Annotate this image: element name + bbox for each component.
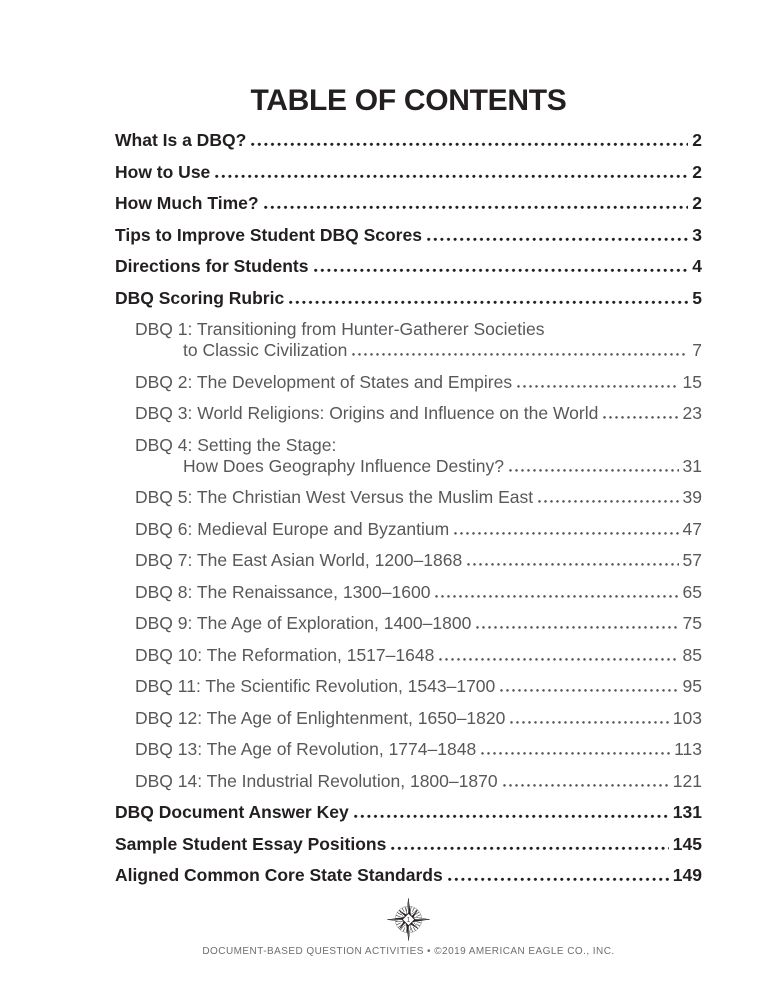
toc-entry bbox=[115, 582, 702, 603]
toc-entry bbox=[115, 802, 702, 823]
toc-page-number: 2 bbox=[692, 193, 702, 213]
toc-entry-line bbox=[135, 645, 702, 666]
toc-entry bbox=[115, 645, 702, 666]
toc-entry-line bbox=[115, 865, 702, 886]
toc-entry-label: DBQ 9: The Age of Exploration, 1400–1800 bbox=[135, 613, 472, 633]
toc-entry-line bbox=[115, 162, 702, 183]
toc-page-number: 57 bbox=[682, 550, 702, 570]
toc-page-number: 47 bbox=[682, 518, 702, 539]
toc-entry-label: Sample Student Essay Positions bbox=[115, 833, 387, 854]
toc-entry bbox=[115, 613, 702, 634]
toc-entry-label: DBQ 5: The Christian West Versus the Muslim East bbox=[135, 487, 534, 507]
page-title: TABLE OF CONTENTS bbox=[250, 84, 567, 117]
toc-entry bbox=[115, 256, 702, 277]
toc-entry-line bbox=[115, 256, 702, 277]
dot-leader bbox=[314, 268, 689, 272]
toc-entry bbox=[115, 225, 702, 246]
dot-leader bbox=[538, 499, 678, 503]
toc-page-number: 113 bbox=[674, 739, 702, 759]
toc-page-number: 131 bbox=[672, 802, 702, 822]
toc-entry-label: Tips to Improve Student DBQ Scores bbox=[115, 224, 422, 245]
toc-entry-line bbox=[115, 288, 702, 309]
toc-entry-label: DBQ Scoring Rubric bbox=[115, 287, 285, 308]
toc-entry-label: How Does Geography Influence Destiny? bbox=[183, 455, 505, 476]
toc-entry-label-line1: DBQ 4: Setting the Stage: bbox=[135, 434, 337, 455]
dot-leader bbox=[439, 657, 678, 661]
page-footer bbox=[115, 897, 702, 958]
toc-entry-line bbox=[135, 340, 702, 361]
toc-entry bbox=[115, 487, 702, 508]
dot-leader bbox=[476, 625, 678, 629]
dot-leader bbox=[427, 237, 688, 241]
page-number: 1 bbox=[406, 916, 411, 924]
compass-rose-icon bbox=[386, 897, 431, 942]
toc-entry-label: DBQ 8: The Renaissance, 1300–1600 bbox=[135, 581, 431, 602]
toc-entry-label: DBQ 12: The Age of Enlightenment, 1650–1820 bbox=[135, 707, 506, 728]
toc-entry-label: DBQ 3: World Religions: Origins and Influence on the World bbox=[135, 403, 599, 423]
dot-leader bbox=[215, 174, 688, 178]
toc-entry bbox=[115, 372, 702, 393]
dot-leader bbox=[517, 384, 678, 388]
toc-entry-label: Aligned Common Core State Standards bbox=[115, 865, 443, 885]
toc-entry-label-line1: DBQ 1: Transitioning from Hunter-Gatherer Societies bbox=[135, 319, 545, 339]
toc-entry-line bbox=[115, 834, 702, 855]
toc-entry-label: DBQ 14: The Industrial Revolution, 1800–1870 bbox=[135, 770, 498, 791]
toc-page-number: 2 bbox=[692, 130, 702, 150]
toc-entry-label: DBQ Document Answer Key bbox=[115, 802, 349, 822]
toc-entry-line bbox=[135, 519, 702, 540]
toc-entry bbox=[115, 739, 702, 760]
toc-page-number: 149 bbox=[672, 865, 702, 885]
toc-entry bbox=[115, 865, 702, 886]
toc-entry-line bbox=[135, 739, 702, 760]
toc-entry bbox=[115, 550, 702, 571]
toc-entry-label: DBQ 6: Medieval Europe and Byzantium bbox=[135, 518, 450, 539]
toc-entry-line bbox=[115, 130, 702, 151]
toc-entry-line bbox=[135, 487, 702, 508]
toc-page-number: 7 bbox=[692, 340, 702, 360]
toc-page-number: 4 bbox=[692, 256, 702, 276]
toc-entry bbox=[115, 288, 702, 309]
toc-page-number: 39 bbox=[682, 487, 702, 507]
toc-page-number: 103 bbox=[672, 707, 702, 728]
toc-entry-line bbox=[135, 403, 702, 424]
dot-leader bbox=[448, 877, 669, 881]
toc-entry-label: What Is a DBQ? bbox=[115, 130, 247, 150]
toc-entry bbox=[115, 162, 702, 183]
toc-entry-label: DBQ 11: The Scientific Revolution, 1543–1700 bbox=[135, 676, 496, 696]
toc-page-number: 75 bbox=[682, 613, 702, 633]
toc-page-number: 95 bbox=[682, 676, 702, 696]
toc-entry bbox=[115, 834, 702, 855]
toc-entry-label: DBQ 13: The Age of Revolution, 1774–1848 bbox=[135, 739, 477, 759]
dot-leader bbox=[289, 300, 688, 304]
toc-page-number: 23 bbox=[682, 403, 702, 423]
dot-leader bbox=[510, 720, 668, 724]
toc-page-number: 3 bbox=[692, 224, 702, 245]
toc-entry bbox=[115, 708, 702, 729]
dot-leader bbox=[509, 468, 679, 472]
dot-leader bbox=[500, 688, 678, 692]
toc-page-number: 65 bbox=[682, 581, 702, 602]
toc-entry-label: to Classic Civilization bbox=[183, 340, 348, 360]
toc-entry-line bbox=[135, 676, 702, 697]
toc-entry bbox=[115, 771, 702, 792]
toc-entry-line bbox=[135, 372, 702, 393]
dot-leader bbox=[603, 415, 678, 419]
toc-entry-line bbox=[115, 193, 702, 214]
toc-entry-label: How to Use bbox=[115, 161, 211, 182]
toc-entry-label: Directions for Students bbox=[115, 256, 309, 276]
toc-page-number: 5 bbox=[692, 287, 702, 308]
toc-entry bbox=[115, 193, 702, 214]
toc-entry bbox=[115, 403, 702, 424]
toc-entry-label: DBQ 2: The Development of States and Empires bbox=[135, 371, 513, 392]
dot-leader bbox=[481, 751, 670, 755]
footer-credit-line: DOCUMENT-BASED QUESTION ACTIVITIES • ©2019 AMERICAN EAGLE CO., INC. bbox=[202, 946, 615, 957]
toc-entry-line bbox=[135, 456, 702, 477]
dot-leader bbox=[251, 142, 688, 146]
dot-leader bbox=[435, 594, 678, 598]
toc-entry-label: DBQ 7: The East Asian World, 1200–1868 bbox=[135, 550, 463, 570]
toc-entry bbox=[115, 435, 702, 477]
dot-leader bbox=[467, 562, 678, 566]
toc-entry-line bbox=[135, 613, 702, 634]
toc-entry-label: How Much Time? bbox=[115, 193, 259, 213]
table-of-contents bbox=[115, 130, 702, 886]
toc-entry-line bbox=[135, 708, 702, 729]
toc-entry-line bbox=[115, 225, 702, 246]
toc-entry bbox=[115, 676, 702, 697]
toc-page-number: 2 bbox=[692, 161, 702, 182]
dot-leader bbox=[264, 205, 689, 209]
toc-page-number: 121 bbox=[672, 770, 702, 791]
toc-page-number: 85 bbox=[682, 644, 702, 665]
toc-entry-line bbox=[135, 771, 702, 792]
toc-entry-line bbox=[115, 802, 702, 823]
toc-entry-label: DBQ 10: The Reformation, 1517–1648 bbox=[135, 644, 435, 665]
dot-leader bbox=[503, 783, 669, 787]
dot-leader bbox=[391, 846, 668, 850]
toc-page-number: 15 bbox=[682, 371, 702, 392]
toc-entry bbox=[115, 519, 702, 540]
toc-page-number: 145 bbox=[672, 833, 702, 854]
toc-page-number: 31 bbox=[682, 455, 702, 476]
toc-entry bbox=[115, 319, 702, 361]
toc-entry-line bbox=[135, 550, 702, 571]
toc-entry-line bbox=[135, 582, 702, 603]
dot-leader bbox=[454, 531, 678, 535]
toc-entry bbox=[115, 130, 702, 151]
dot-leader bbox=[352, 352, 688, 356]
dot-leader bbox=[354, 814, 669, 818]
